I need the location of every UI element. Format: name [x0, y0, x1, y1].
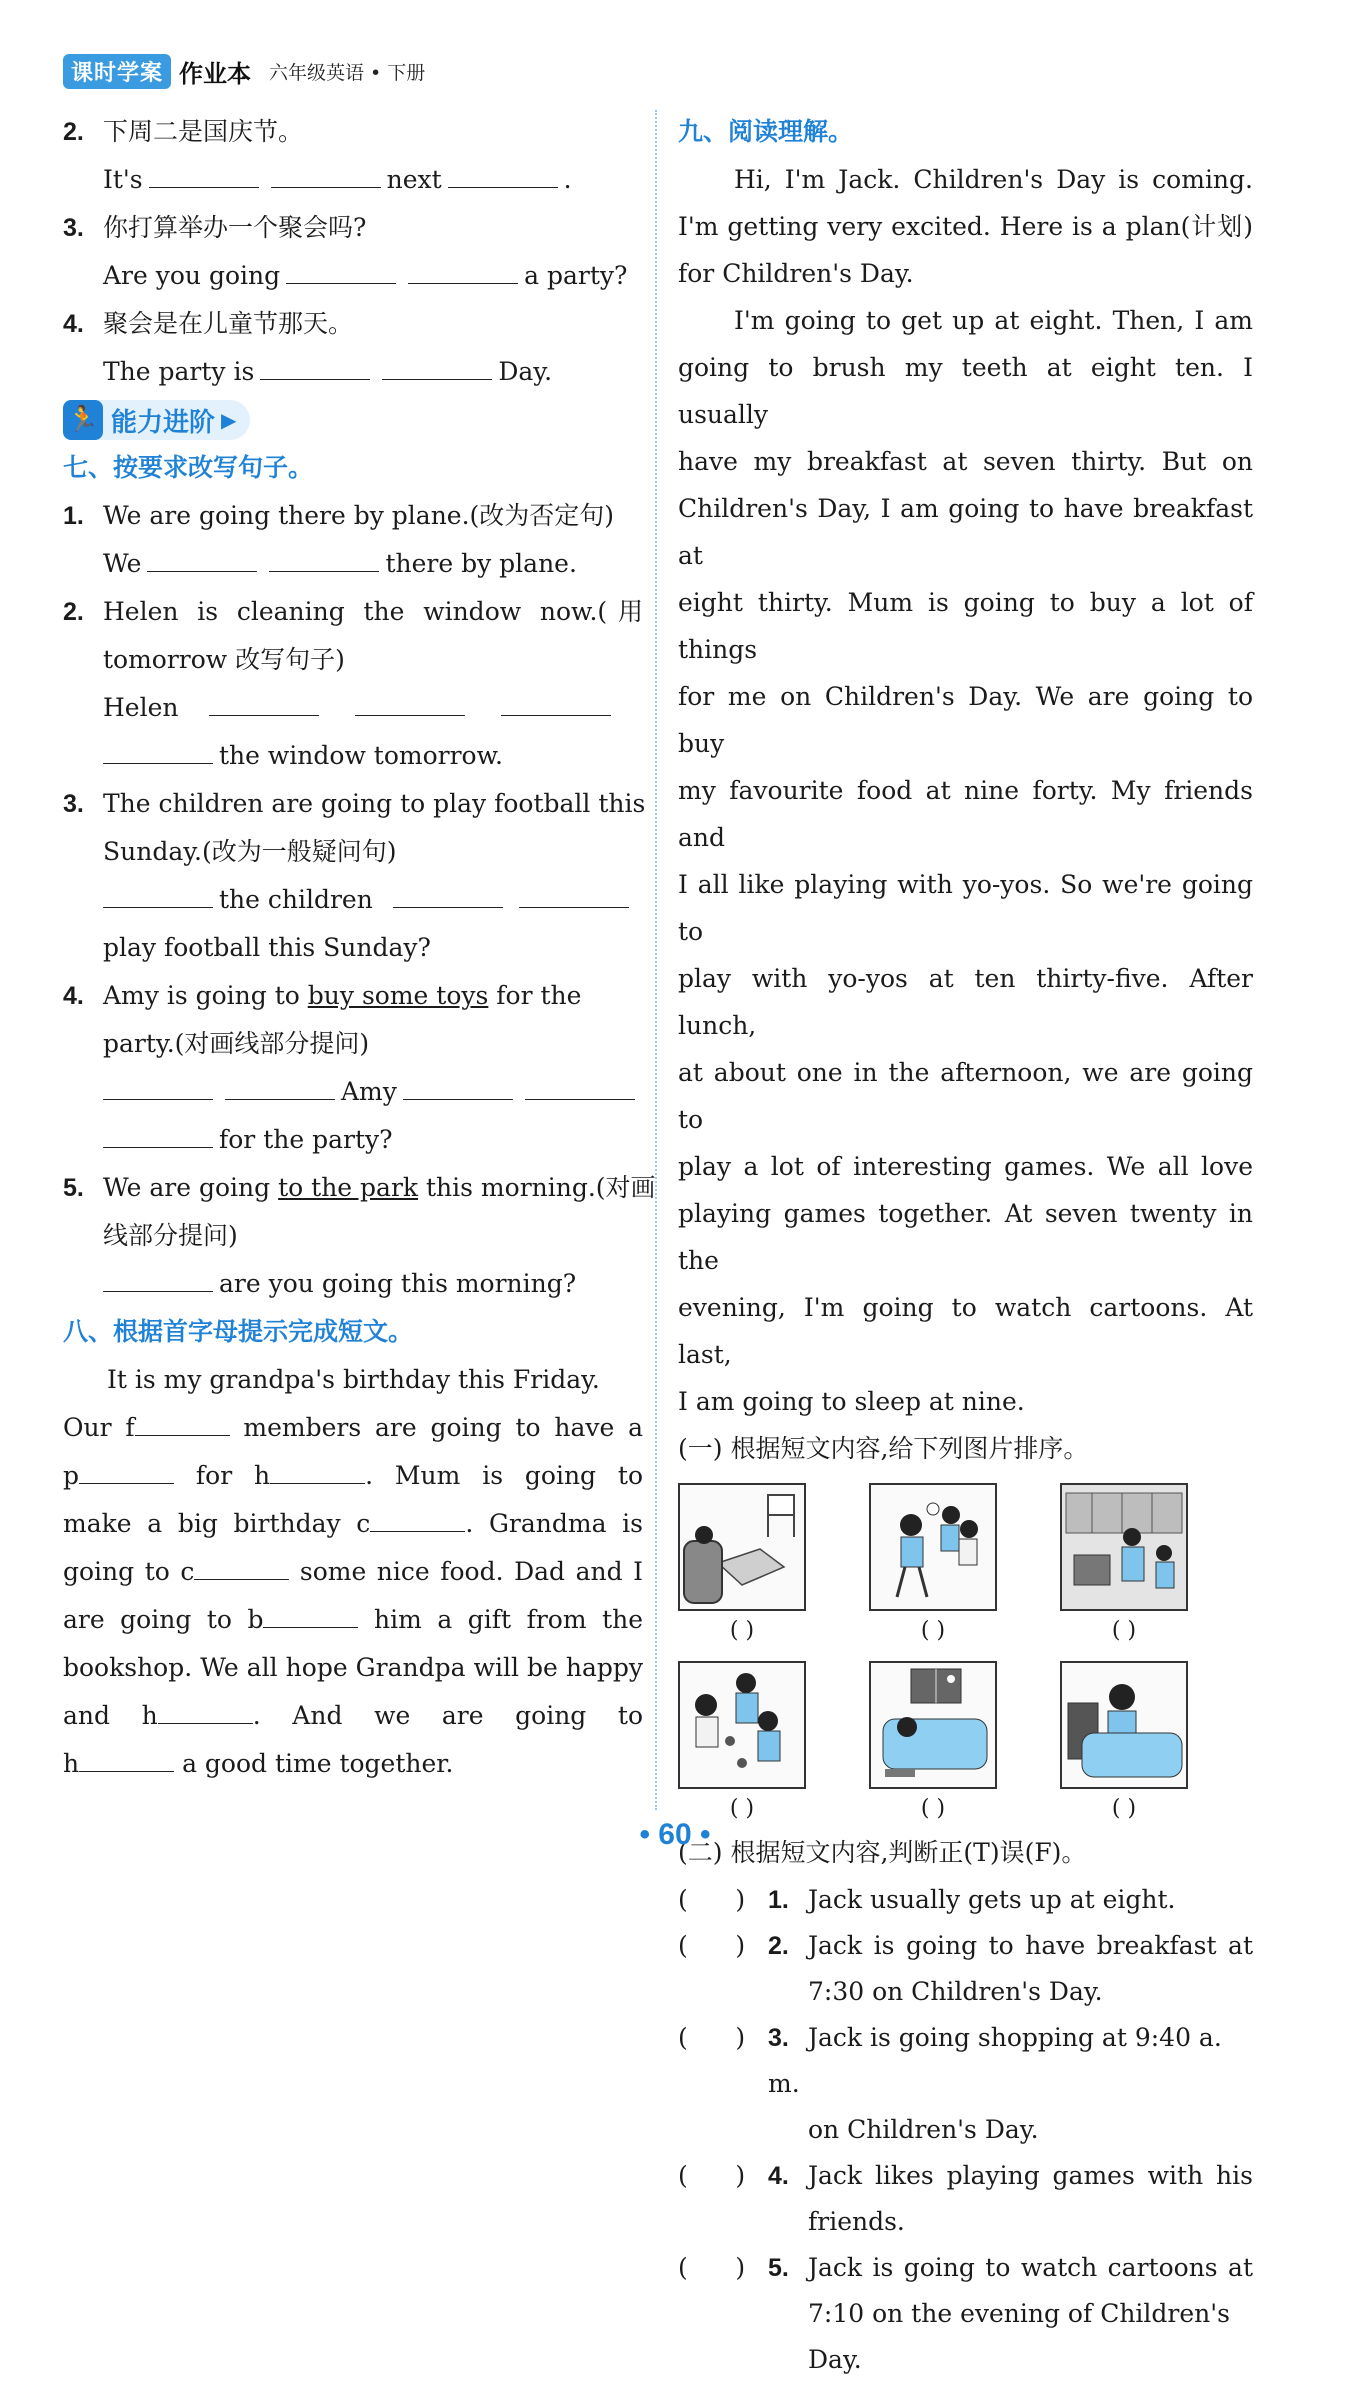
answer-blank[interactable] — [269, 545, 379, 572]
right-column — [678, 108, 1253, 2383]
answer-paren[interactable]: ( ) — [678, 2161, 746, 2190]
passage-line: my favourite food at nine forty. My friends and — [678, 776, 1253, 852]
answer-blank[interactable] — [263, 1601, 358, 1628]
s8-line-2: Our f members are going to have a — [63, 1404, 643, 1452]
column-divider — [655, 110, 657, 1810]
answer-blank[interactable] — [225, 1073, 335, 1100]
page-header — [63, 54, 425, 88]
passage-line: for me on Children's Day. We are going to buy — [678, 682, 1253, 758]
passage-line: eight thirty. Mum is going to buy a lot of things — [678, 588, 1253, 664]
s7-item-1-answer: We there by plane. — [63, 540, 643, 588]
passage-line: play a lot of interesting games. We all love — [678, 1152, 1253, 1181]
picture-item — [869, 1483, 997, 1651]
tf-item-4: ( ) 4. Jack likes playing games with his friends. — [678, 2153, 1253, 2245]
answer-blank[interactable] — [525, 1073, 635, 1100]
running-person-icon: 🏃 — [63, 400, 103, 440]
tf-item-1: ( ) 1. Jack usually gets up at eight. — [678, 1877, 1253, 1923]
s8-line-9: h a good time together. — [63, 1740, 643, 1788]
tf-item-5: ( ) 5. Jack is going to watch cartoons at 7:10 on the evening of Children's Day. — [678, 2245, 1253, 2383]
s7-item-1: 1. We are going there by plane.(改为否定句) — [63, 501, 615, 530]
s7-item-3-line2: Sunday.(改为一般疑问句) — [103, 837, 397, 866]
answer-blank[interactable] — [271, 161, 381, 188]
passage-line: I am going to sleep at nine. — [678, 1387, 1025, 1416]
answer-paren[interactable]: ( ) — [1111, 1796, 1137, 1821]
brand-title: 作业本 — [179, 59, 252, 88]
picture-item — [1060, 1483, 1188, 1651]
part-1-title: (一) 根据短文内容,给下列图片排序。 — [678, 1434, 1089, 1463]
passage-line: play with yo-yos at ten thirty-five. After lunch, — [678, 964, 1253, 1040]
answer-blank[interactable] — [79, 1457, 174, 1484]
passage-line: at about one in the afternoon, we are going to — [678, 1058, 1253, 1134]
answer-blank[interactable] — [260, 353, 370, 380]
answer-blank[interactable] — [103, 737, 213, 764]
s7-item-4-answer-2: for the party? — [63, 1116, 643, 1164]
question-4-cn: 4. 聚会是在儿童节那天。 — [63, 309, 354, 338]
picture-yoyo-kids — [869, 1483, 997, 1611]
book-subtitle: 六年级英语 • 下册 — [269, 61, 426, 84]
passage-line: for Children's Day. — [678, 259, 914, 288]
answer-blank[interactable] — [135, 1409, 230, 1436]
s8-line-4: make a big birthday c . Grandma is — [63, 1500, 643, 1548]
answer-blank[interactable] — [103, 881, 213, 908]
passage-line: evening, I'm going to watch cartoons. At last, — [678, 1293, 1253, 1369]
part-2-title: (二) 根据短文内容,判断正(T)误(F)。 — [678, 1838, 1087, 1867]
picture-item — [678, 1483, 806, 1651]
picture-shopping — [1060, 1483, 1188, 1611]
picture-item — [1060, 1661, 1188, 1829]
answer-blank[interactable] — [501, 689, 611, 716]
s8-line-6: are going to b him a gift from the — [63, 1596, 643, 1644]
passage-line: going to brush my teeth at eight ten. I usually — [678, 353, 1253, 429]
passage-line: I'm getting very excited. Here is a plan(计划) — [678, 212, 1253, 241]
answer-paren[interactable]: ( ) — [678, 2253, 746, 2282]
picture-row-1 — [678, 1483, 1188, 1651]
picture-sleeping — [869, 1661, 997, 1789]
level-badge: 🏃 能力进阶 ▶ — [63, 400, 250, 440]
answer-blank[interactable] — [519, 881, 629, 908]
answer-paren[interactable]: ( ) — [1111, 1618, 1137, 1643]
answer-blank[interactable] — [149, 161, 259, 188]
s8-line-5: going to c some nice food. Dad and I — [63, 1548, 643, 1596]
answer-paren[interactable]: ( ) — [729, 1618, 755, 1643]
answer-blank[interactable] — [103, 1121, 213, 1148]
s7-item-2-line2: tomorrow 改写句子) — [103, 645, 345, 674]
picture-sofa-tv — [678, 1483, 806, 1611]
picture-yoyo-play — [678, 1661, 806, 1789]
passage-line: playing games together. At seven twenty in the — [678, 1199, 1253, 1275]
answer-blank[interactable] — [403, 1073, 513, 1100]
section-8-title: 八、根据首字母提示完成短文。 — [63, 1317, 414, 1346]
answer-paren[interactable]: ( ) — [678, 1885, 746, 1914]
s7-item-5-line2: 线部分提问) — [103, 1221, 238, 1250]
answer-blank[interactable] — [147, 545, 257, 572]
s8-line-8: and h . And we are going to — [63, 1692, 643, 1740]
passage-line: I'm going to get up at eight. Then, I am — [734, 306, 1253, 335]
answer-blank[interactable] — [355, 689, 465, 716]
question-3-cn: 3. 你打算举办一个聚会吗? — [63, 213, 367, 242]
question-4-en: The party is Day. — [63, 348, 643, 396]
answer-blank[interactable] — [209, 689, 319, 716]
picture-item — [678, 1661, 806, 1829]
answer-blank[interactable] — [158, 1697, 253, 1724]
tf-item-2: ( ) 2. Jack is going to have breakfast at 7:30 on Children's Day. — [678, 1923, 1253, 2015]
answer-paren[interactable]: ( ) — [729, 1796, 755, 1821]
s7-item-4-answer: Amy — [63, 1068, 643, 1116]
answer-blank[interactable] — [103, 1073, 213, 1100]
s7-item-3-answer: the children — [63, 876, 643, 924]
s7-item-2: 2. Helen is cleaning the window now.(用 — [63, 597, 643, 626]
answer-blank[interactable] — [408, 257, 518, 284]
play-arrow-icon: ▶ — [221, 408, 237, 432]
s7-item-3: 3. The children are going to play football this — [63, 789, 646, 818]
s7-item-5-answer: are you going this morning? — [63, 1260, 643, 1308]
section-9-title: 九、阅读理解。 — [678, 117, 854, 146]
answer-blank[interactable] — [448, 161, 558, 188]
s7-item-2-answer: Helen — [63, 684, 643, 732]
answer-paren[interactable]: ( ) — [920, 1618, 946, 1643]
answer-paren[interactable]: ( ) — [678, 2023, 746, 2052]
answer-blank[interactable] — [194, 1553, 289, 1580]
page-number: • 60 • — [639, 1818, 711, 1851]
question-2-cn: 2. 下周二是国庆节。 — [63, 117, 304, 146]
passage-line: Children's Day, I am going to have breakfast at — [678, 494, 1253, 570]
left-column — [63, 108, 656, 1788]
answer-paren[interactable]: ( ) — [678, 1931, 746, 1960]
s7-item-4: 4. Amy is going to buy some toys for the — [63, 981, 582, 1010]
s7-item-4-line2: party.(对画线部分提问) — [103, 1029, 370, 1058]
answer-blank[interactable] — [270, 1457, 365, 1484]
s8-line-7: bookshop. We all hope Grandpa will be happy — [63, 1653, 643, 1682]
s7-item-2-answer-2: the window tomorrow. — [63, 732, 643, 780]
s7-item-5: 5. We are going to the park this morning.(对画 — [63, 1173, 656, 1202]
section-7-title: 七、按要求改写句子。 — [63, 453, 314, 482]
passage-line: I all like playing with yo-yos. So we're going to — [678, 870, 1253, 946]
question-2-en: It's next . — [63, 156, 643, 204]
reading-passage — [678, 156, 1253, 1425]
brand-logo: 课时学案 — [63, 54, 171, 89]
answer-blank[interactable] — [370, 1505, 465, 1532]
answer-blank[interactable] — [393, 881, 503, 908]
passage-line: Hi, I'm Jack. Children's Day is coming. — [734, 165, 1253, 194]
passage-line: have my breakfast at seven thirty. But on — [678, 447, 1253, 476]
question-3-en: Are you going a party? — [63, 252, 643, 300]
answer-blank[interactable] — [103, 1265, 213, 1292]
s7-item-3-answer-2: play football this Sunday? — [103, 933, 431, 962]
tf-item-3: ( ) 3. Jack is going shopping at 9:40 a. m. on Children's Day. — [678, 2015, 1253, 2153]
picture-item — [869, 1661, 997, 1829]
picture-row-2 — [678, 1661, 1188, 1829]
picture-getting-up — [1060, 1661, 1188, 1789]
answer-blank[interactable] — [79, 1745, 174, 1772]
answer-blank[interactable] — [382, 353, 492, 380]
answer-paren[interactable]: ( ) — [920, 1796, 946, 1821]
s8-line-1: It is my grandpa's birthday this Friday. — [107, 1365, 600, 1394]
s8-line-3: p for h . Mum is going to — [63, 1452, 643, 1500]
answer-blank[interactable] — [286, 257, 396, 284]
